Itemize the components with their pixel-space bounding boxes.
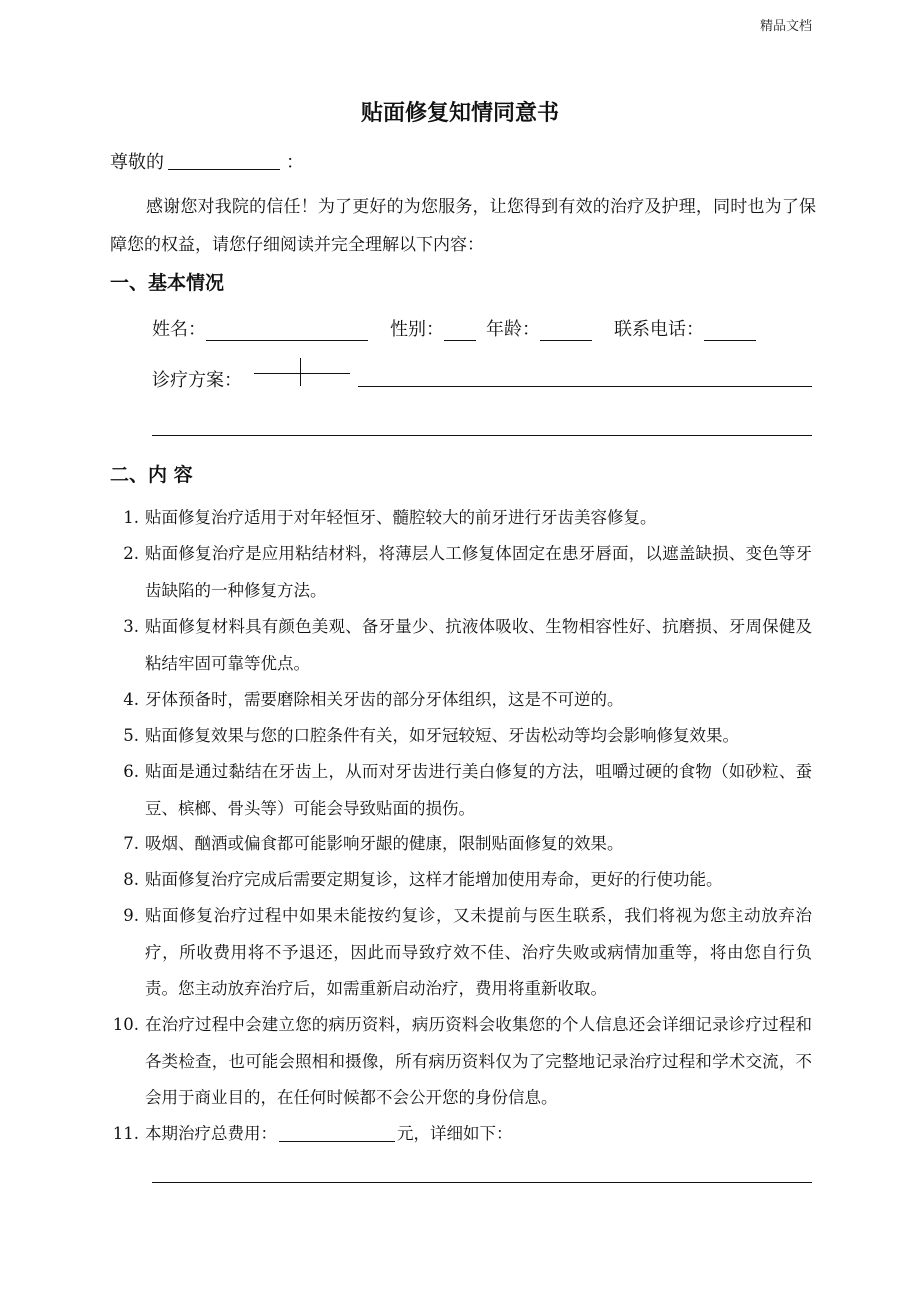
- item-text: 贴面修复治疗过程中如果未能按约复诊，又未提前与医生联系，我们将视为您主动放弃治疗，所收费用将不予退还，因此而导致疗效不佳、治疗失败或病情加重等，将由您自行负责。您主动放弃治疗后，如需重新启动治疗，费用将重新收取。: [145, 906, 812, 998]
- item-number: 6.: [123, 762, 139, 781]
- item-text: 在治疗过程中会建立您的病历资料，病历资料会收集您的个人信息还会详细记录诊疗过程和各类检查，也可能会照相和摄像，所有病历资料仅为了完整地记录治疗过程和学术交流，不会用于商业目的，在任何时候都不会公开您的身份信息。: [145, 1015, 812, 1107]
- fee-prefix: 本期治疗总费用：: [145, 1124, 277, 1143]
- list-item: [112, 1007, 812, 1117]
- item-number: 7.: [123, 834, 139, 853]
- item-text: 牙体预备时，需要磨除相关牙齿的部分牙体组织，这是不可逆的。: [145, 690, 624, 709]
- document-title: 贴面修复知情同意书: [360, 100, 559, 126]
- gender-label: 性别：: [390, 319, 444, 340]
- item-text: 贴面是通过黏结在牙齿上，从而对牙齿进行美白修复的方法，咀嚼过硬的食物（如砂粒、蚕豆、槟榔、骨头等）可能会导致贴面的损伤。: [145, 762, 812, 818]
- list-item: [112, 500, 812, 537]
- item-text: 贴面修复效果与您的口腔条件有关，如牙冠较短、牙齿松动等均会影响修复效果。: [145, 726, 739, 745]
- header-watermark: 精品文档: [759, 19, 812, 34]
- plan-field[interactable]: [358, 386, 812, 387]
- fee-text: [145, 1116, 812, 1153]
- fee-suffix: 元，详细如下：: [397, 1124, 513, 1143]
- basic-info-fields: [152, 315, 812, 341]
- list-item: [112, 609, 812, 682]
- greeting-suffix: ：: [286, 152, 304, 173]
- list-item: [112, 754, 812, 827]
- item-number: 10.: [112, 1015, 139, 1034]
- greeting: [110, 148, 304, 174]
- item-number: 9.: [123, 906, 139, 925]
- list-item: [112, 536, 812, 609]
- list-item: [112, 862, 812, 899]
- item-number: 2.: [123, 544, 139, 563]
- greeting-prefix: 尊敬的: [110, 152, 164, 173]
- list-item: [112, 682, 812, 719]
- item-text: 贴面修复治疗是应用粘结材料，将薄层人工修复体固定在患牙唇面，以遮盖缺损、变色等牙齿缺陷的一种修复方法。: [145, 544, 812, 600]
- item-number: 1.: [123, 508, 139, 527]
- name-label: 姓名：: [152, 319, 206, 340]
- list-item: [112, 826, 812, 863]
- item-text: 贴面修复治疗适用于对年轻恒牙、髓腔较大的前牙进行牙齿美容修复。: [145, 508, 657, 527]
- gender-field[interactable]: [444, 320, 476, 341]
- item-number: 5.: [123, 726, 139, 745]
- age-label: 年龄：: [486, 319, 540, 340]
- section-heading-basic-info: 一、基本情况: [110, 272, 225, 294]
- list-item: [112, 898, 812, 1008]
- recipient-blank[interactable]: [168, 151, 280, 170]
- item-number: 4.: [123, 690, 139, 709]
- section-heading-content: 二、内 容: [110, 464, 193, 486]
- plan-field-continued[interactable]: [152, 435, 812, 436]
- plan-mark: [254, 358, 350, 386]
- age-field[interactable]: [540, 320, 592, 341]
- item-number: 8.: [123, 870, 139, 889]
- phone-field[interactable]: [704, 320, 756, 341]
- fee-amount-field[interactable]: [279, 1123, 395, 1142]
- fee-detail-field[interactable]: [152, 1182, 812, 1183]
- phone-label: 联系电话：: [614, 319, 704, 340]
- item-number: 3.: [123, 617, 139, 636]
- item-text: 贴面修复治疗完成后需要定期复诊，这样才能增加使用寿命，更好的行使功能。: [145, 870, 723, 889]
- intro-paragraph: 感谢您对我院的信任！为了更好的为您服务，让您得到有效的治疗及护理，同时也为了保障您的权益，请您仔细阅读并完全理解以下内容：: [110, 197, 816, 255]
- item-number: 11.: [112, 1124, 139, 1143]
- list-item: [112, 718, 812, 755]
- list-item-fee: [112, 1116, 812, 1153]
- item-text: 贴面修复材料具有颜色美观、备牙量少、抗液体吸收、生物相容性好、抗磨损、牙周保健及粘结牢固可靠等优点。: [145, 617, 812, 673]
- item-text: 吸烟、酗酒或偏食都可能影响牙龈的健康，限制贴面修复的效果。: [145, 834, 624, 853]
- name-field[interactable]: [206, 320, 368, 341]
- plan-label: 诊疗方案：: [152, 370, 242, 391]
